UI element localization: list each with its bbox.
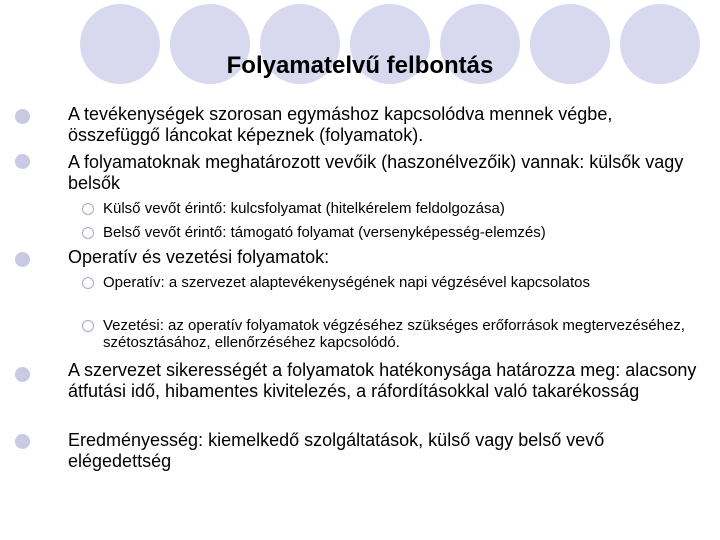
sub-bullet-text: Operatív: a szervezet alaptevékenységének napi végzésével kapcsolatos [103,274,590,291]
sub-bullet-icon [82,277,94,289]
sub-bullet-icon [82,203,94,215]
sub-bullet-icon [82,227,94,239]
bullet-text: Eredményesség: kiemelkedő szolgáltatások, külső vagy belső vevő elégedettség [68,430,605,471]
bullet-text: A tevékenységek szorosan egymáshoz kapcsolódva mennek végbe, összefüggő láncokat képeznek (folyamatok). [68,104,613,145]
bullet-icon [15,154,30,169]
sub-bullet-icon [82,320,94,332]
bullet-text: Operatív és vezetési folyamatok: [68,247,330,267]
slide-title: Folyamatelvű felbontás [226,52,494,79]
sub-bullet-text: Belső vevőt érintő: támogató folyamat (versenyképesség-elemzés) [103,224,546,241]
bullet-icon [15,109,30,124]
sub-bullet-text: Külső vevőt érintő: kulcsfolyamat (hitelkérelem feldolgozása) [103,200,505,217]
bullet-icon [15,367,30,382]
bullet-text: A szervezet sikerességét a folyamatok hatékonysága határozza meg: alacsony átfutási idő, hibamentes kivitelezés, a ráfordításokkal való takarékosság [68,360,697,401]
bullet-text: A folyamatoknak meghatározott vevőik (haszonélvezőik) vannak: külsők vagy belsők [68,152,684,193]
bullet-icon [15,252,30,267]
sub-bullet-text: Vezetési: az operatív folyamatok végzéséhez szükséges erőforrások megtervezéséhez, szétosztásához, ellenőrzéséhez kapcsolódó. [103,317,685,351]
bullet-icon [15,434,30,449]
